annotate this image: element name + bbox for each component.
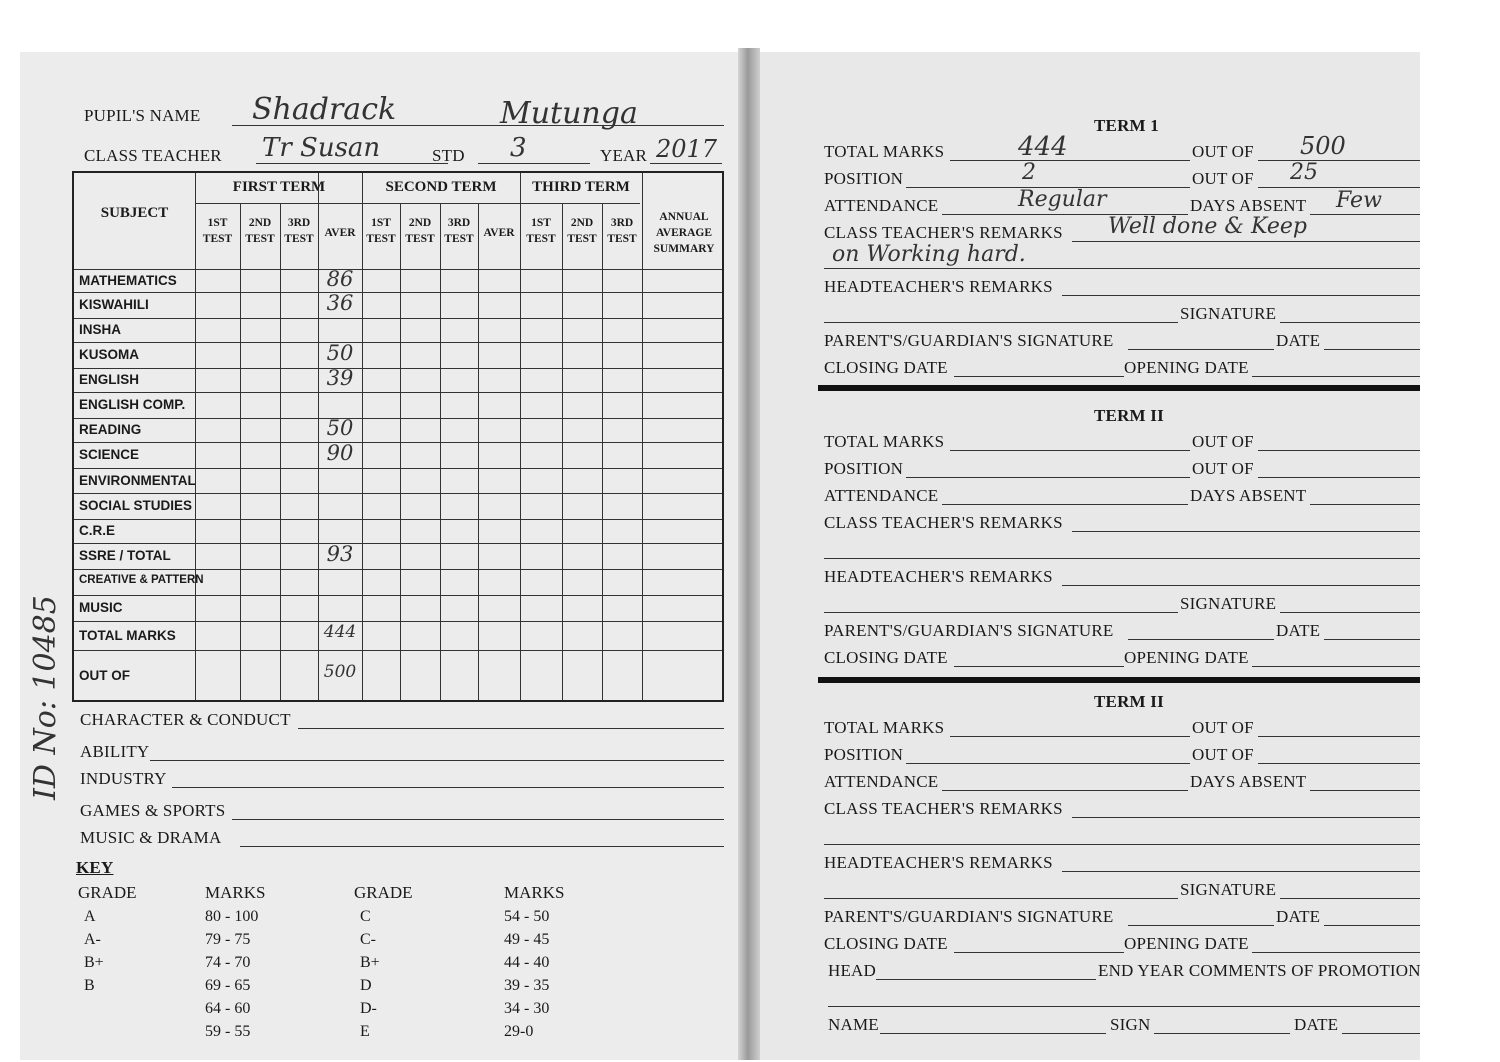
form-line (1280, 612, 1420, 613)
form-line (1258, 160, 1420, 161)
headteacher-remarks-label: HEADTEACHER'S REMARKS (824, 567, 1053, 586)
form-line (942, 504, 1188, 505)
first-term-average: 444 (323, 621, 357, 642)
year-value: 2017 (656, 135, 718, 163)
sub-header: AVER (483, 227, 515, 239)
conduct-label: CHARACTER & CONDUCT (80, 710, 291, 729)
class-teacher-label: CLASS TEACHER (84, 146, 222, 165)
form-line (906, 763, 1190, 764)
key-cell: D (360, 977, 372, 994)
form-line (828, 1006, 1420, 1007)
position-out-of-value: 25 (1290, 160, 1318, 185)
key-cell: A (84, 908, 96, 925)
class-teacher-remarks-label: CLASS TEACHER'S REMARKS (824, 513, 1063, 532)
total-marks-label: TOTAL MARKS (824, 718, 945, 737)
form-line (1062, 585, 1420, 586)
days-absent-value: Few (1336, 188, 1382, 213)
form-line (1280, 322, 1420, 323)
first-term-header: FIRST TERM (232, 179, 326, 195)
form-line (824, 612, 1178, 613)
std-value: 3 (510, 133, 527, 163)
form-line (1072, 241, 1420, 242)
sub-header: 1ST TEST (366, 217, 396, 245)
form-line (876, 979, 1096, 980)
key-cell: 80 - 100 (205, 908, 259, 925)
sign-label: SIGN (1110, 1015, 1151, 1034)
subject-name: TOTAL MARKS (79, 627, 176, 643)
form-line (1324, 349, 1420, 350)
first-term-average: 50 (326, 416, 354, 440)
subject-name: KISWAHILI (79, 297, 149, 312)
total-marks-value: 444 (1018, 132, 1068, 162)
subject-name: KUSOMA (79, 347, 139, 362)
id-number: ID No: 10485 (28, 595, 63, 800)
opening-date-label: OPENING DATE (1124, 934, 1249, 953)
sub-header: 3RD TEST (444, 217, 474, 245)
signature-label: SIGNATURE (1180, 594, 1277, 613)
conduct-label: GAMES & SPORTS (80, 801, 226, 820)
subject-name: ENGLISH COMP. (79, 397, 186, 412)
page-fold (738, 48, 760, 1060)
conduct-line (172, 787, 724, 788)
year-line (650, 163, 722, 164)
class-teacher-line (256, 163, 448, 164)
form-line (1252, 952, 1420, 953)
opening-date-label: OPENING DATE (1124, 648, 1249, 667)
form-line (942, 790, 1188, 791)
position-out-of-label: OUT OF (1192, 745, 1254, 764)
date-label: DATE (1276, 907, 1321, 926)
key-cell: 74 - 70 (205, 954, 251, 971)
days-absent-label: DAYS ABSENT (1190, 196, 1307, 215)
key-cell: B+ (84, 954, 104, 971)
conduct-line (298, 728, 724, 729)
total-marks-label: TOTAL MARKS (824, 142, 945, 161)
subject-name: OUT OF (79, 667, 130, 683)
subject-name: INSHA (79, 322, 122, 337)
parent-signature-label: PARENT'S/GUARDIAN'S SIGNATURE (824, 331, 1114, 350)
form-line (1252, 376, 1420, 377)
form-line (1128, 925, 1274, 926)
third-term-header: THIRD TERM (532, 179, 630, 195)
key-title: KEY (76, 858, 114, 877)
key-cell: D- (360, 1000, 377, 1017)
final-date-label: DATE (1294, 1015, 1339, 1034)
subject-name: C.R.E (79, 523, 116, 538)
closing-date-label: CLOSING DATE (824, 934, 948, 953)
conduct-label: INDUSTRY (80, 769, 167, 788)
key-cell: C- (360, 931, 376, 948)
subject-header: SUBJECT (100, 205, 169, 221)
form-line (1252, 666, 1420, 667)
subject-name: SCIENCE (79, 447, 140, 462)
form-line (950, 736, 1190, 737)
form-line (1128, 639, 1274, 640)
pupil-name-value: Shadrack (252, 92, 397, 127)
form-line (824, 898, 1178, 899)
form-line (1324, 925, 1420, 926)
key-header: MARKS (205, 883, 266, 902)
out-of-label: OUT OF (1192, 142, 1254, 161)
std-line (478, 163, 590, 164)
subject-name: READING (79, 422, 142, 437)
form-line (950, 160, 1190, 161)
first-term-average: 50 (326, 341, 354, 365)
subject-name: ENVIRONMENTAL (79, 472, 196, 488)
signature-label: SIGNATURE (1180, 880, 1277, 899)
key-header: GRADE (354, 883, 413, 902)
form-line (824, 268, 1420, 269)
key-cell: 49 - 45 (504, 931, 550, 948)
key-cell: 59 - 55 (205, 1023, 251, 1040)
attendance-label: ATTENDANCE (824, 772, 939, 791)
term-title: TERM 1 (1094, 116, 1159, 135)
sub-header: 2ND TEST (405, 217, 435, 245)
sub-header: AVER (324, 227, 356, 239)
subject-name: MATHEMATICS (79, 272, 177, 288)
std-label: STD (432, 146, 465, 165)
conduct-label: MUSIC & DRAMA (80, 828, 222, 847)
attendance-label: ATTENDANCE (824, 486, 939, 505)
class-teacher-remarks-label: CLASS TEACHER'S REMARKS (824, 223, 1063, 242)
form-line (1154, 1033, 1290, 1034)
key-cell: E (360, 1023, 370, 1040)
sub-header: 2ND TEST (567, 217, 597, 245)
first-term-average: 39 (326, 366, 354, 390)
form-line (954, 666, 1124, 667)
form-line (1258, 450, 1420, 451)
form-line (1342, 1033, 1420, 1034)
form-line (1324, 639, 1420, 640)
sub-header: 2ND TEST (245, 217, 275, 245)
key-cell: 69 - 65 (205, 977, 251, 994)
conduct-line (240, 846, 724, 847)
remarks-line1-value: Well done & Keep (1108, 214, 1307, 239)
attendance-value: Regular (1018, 187, 1107, 212)
year-label: YEAR (600, 146, 648, 165)
form-line (824, 322, 1178, 323)
date-label: DATE (1276, 621, 1321, 640)
form-line (1128, 349, 1274, 350)
parent-signature-label: PARENT'S/GUARDIAN'S SIGNATURE (824, 621, 1114, 640)
total-marks-label: TOTAL MARKS (824, 432, 945, 451)
form-line (906, 477, 1190, 478)
class-teacher-value: Tr Susan (262, 133, 381, 163)
annual-average-header: ANNUAL AVERAGE SUMMARY (653, 211, 715, 255)
subject-name: MUSIC (79, 600, 123, 615)
headteacher-remarks-label: HEADTEACHER'S REMARKS (824, 853, 1053, 872)
first-term-average: 36 (326, 291, 354, 315)
subject-name: SSRE / TOTAL (79, 548, 171, 563)
attendance-label: ATTENDANCE (824, 196, 939, 215)
position-label: POSITION (824, 745, 904, 764)
first-term-average: 86 (326, 266, 354, 291)
term-divider (818, 385, 1420, 391)
form-line (1280, 898, 1420, 899)
remarks-line2-value: on Working hard. (832, 242, 1026, 267)
sub-header: 3RD TEST (284, 217, 314, 245)
key-header: MARKS (504, 883, 565, 902)
form-line (1072, 531, 1420, 532)
subject-name: CREATIVE & PATTERN (79, 574, 204, 586)
key-cell: 54 - 50 (504, 908, 550, 925)
head-label: HEAD (828, 961, 877, 980)
sub-header: 1ST TEST (202, 217, 233, 245)
form-line (1310, 214, 1420, 215)
opening-date-label: OPENING DATE (1124, 358, 1249, 377)
position-label: POSITION (824, 169, 904, 188)
first-term-average: 90 (326, 441, 354, 465)
subject-name: ENGLISH (79, 372, 140, 387)
position-out-of-label: OUT OF (1192, 459, 1254, 478)
key-cell: B+ (360, 954, 380, 971)
position-value: 2 (1022, 160, 1036, 185)
signature-label: SIGNATURE (1180, 304, 1277, 323)
position-out-of-label: OUT OF (1192, 169, 1254, 188)
form-line (880, 1033, 1106, 1034)
form-line (954, 952, 1124, 953)
key-cell: 34 - 30 (504, 1000, 550, 1017)
key-cell: A- (84, 931, 101, 948)
term-divider (818, 677, 1420, 683)
form-line (1072, 817, 1420, 818)
form-line (1258, 477, 1420, 478)
form-line (1258, 736, 1420, 737)
form-line (824, 558, 1420, 559)
pupil-name-label: PUPIL'S NAME (84, 106, 201, 125)
form-line (1062, 871, 1420, 872)
key-cell: 29-0 (504, 1023, 534, 1040)
closing-date-label: CLOSING DATE (824, 648, 948, 667)
form-line (1310, 790, 1420, 791)
closing-date-label: CLOSING DATE (824, 358, 948, 377)
form-line (954, 376, 1124, 377)
form-line (1258, 763, 1420, 764)
first-term-average: 500 (323, 661, 357, 682)
form-line (950, 450, 1190, 451)
pupil-name-value-2: Mutunga (500, 96, 638, 131)
out-of-value: 500 (1300, 132, 1346, 160)
key-cell: 44 - 40 (504, 954, 550, 971)
end-year-label: END YEAR COMMENTS OF PROMOTION (1098, 961, 1421, 980)
term-title: TERM II (1094, 406, 1164, 425)
conduct-line (232, 819, 724, 820)
conduct-line (150, 760, 724, 761)
first-term-average: 93 (326, 542, 354, 566)
marks-table (72, 171, 724, 702)
key-cell: B (84, 977, 95, 994)
form-line (1062, 295, 1420, 296)
form-line (1310, 504, 1420, 505)
key-header: GRADE (78, 883, 137, 902)
term-title: TERM II (1094, 692, 1164, 711)
name-label: NAME (828, 1015, 879, 1034)
sub-header: 3RD TEST (607, 217, 637, 245)
form-line (824, 844, 1420, 845)
conduct-label: ABILITY (80, 742, 150, 761)
sub-header: 1ST TEST (526, 217, 556, 245)
key-cell: 64 - 60 (205, 1000, 251, 1017)
out-of-label: OUT OF (1192, 432, 1254, 451)
parent-signature-label: PARENT'S/GUARDIAN'S SIGNATURE (824, 907, 1114, 926)
key-cell: 39 - 35 (504, 977, 550, 994)
headteacher-remarks-label: HEADTEACHER'S REMARKS (824, 277, 1053, 296)
class-teacher-remarks-label: CLASS TEACHER'S REMARKS (824, 799, 1063, 818)
subject-name: SOCIAL STUDIES (79, 498, 193, 513)
date-label: DATE (1276, 331, 1321, 350)
days-absent-label: DAYS ABSENT (1190, 772, 1307, 791)
days-absent-label: DAYS ABSENT (1190, 486, 1307, 505)
key-cell: 79 - 75 (205, 931, 251, 948)
second-term-header: SECOND TERM (385, 179, 497, 195)
position-label: POSITION (824, 459, 904, 478)
out-of-label: OUT OF (1192, 718, 1254, 737)
key-cell: C (360, 908, 371, 925)
